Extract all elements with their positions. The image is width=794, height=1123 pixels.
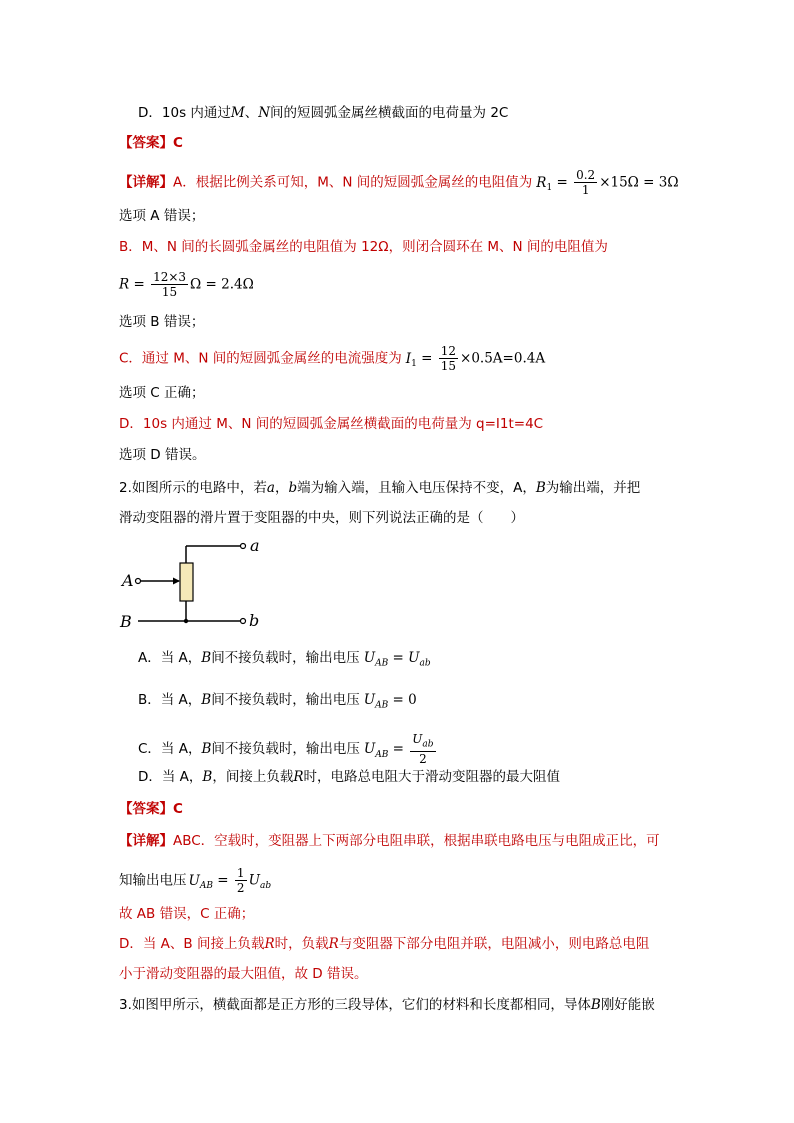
q1-result-c: 选项 C 正确； [119, 385, 205, 401]
q1-formula-b: R = $\frac{12\times 3}{15}$ Ω = 2.4Ω [119, 270, 254, 299]
slider-arrow-icon [173, 578, 180, 585]
label-A: A [122, 571, 134, 590]
q2-detail-line4: D．当 A、B 间接上负载R时，负载R与变阻器下部分电阻并联，电阻减小，则电路总电阻 [119, 936, 650, 952]
q2-option-c: C．当 A，B间不接负载时，输出电压 $U_{AB}$ = $\frac{U_{ab}}{2}$ [138, 732, 434, 767]
fraction: $\frac{12\times 3}{15}$ [153, 270, 187, 299]
fraction: $\frac{12}{15}$ [440, 344, 457, 373]
label-a: a [250, 536, 260, 555]
q2-stem-line1: 2.如图所示的电路中，若a，b端为输入端，且输入电压保持不变，A，B为输出端，并把 [119, 480, 641, 496]
label-B: B [120, 612, 132, 631]
q2-option-b: B．当 A，B间不接负载时，输出电压 $U_{AB} = 0$ [138, 692, 417, 711]
q2-stem-line2: 滑动变阻器的滑片置于变阻器的中央，则下列说法正确的是（ ） [119, 510, 524, 526]
q1-result-a: 选项 A 错误； [119, 208, 205, 224]
q2-detail-line1: 【详解】ABC．空载时，变阻器上下两部分电阻串联，根据串联电路电压与电阻成正比，可 [119, 833, 660, 849]
terminal-a [241, 544, 246, 549]
fraction: $\frac{U_{ab}}{2}$ [412, 732, 434, 767]
q2-option-a: A．当 A，B间不接负载时，输出电压 $U_{AB} = U_{ab}$ [138, 650, 431, 669]
q2-detail-line2: 知输出电压 $U_{AB}$ = $\frac{1}{2}$ $U_{ab}$ [119, 866, 272, 895]
rheostat-resistor [180, 563, 193, 601]
junction-node [184, 619, 188, 623]
q2-detail-line3: 故 AB 错误，C 正确； [119, 906, 255, 922]
q2-detail-line5: 小于滑动变阻器的最大阻值，故 D 错误。 [119, 966, 368, 982]
q1-result-b: 选项 B 错误； [119, 314, 205, 330]
fraction: $\frac{1}{2}$ [236, 866, 245, 895]
q1-result-d: 选项 D 错误。 [119, 447, 206, 463]
q2-answer: 【答案】C [119, 801, 183, 817]
terminal-b [241, 619, 246, 624]
q1-detail-a: 【详解】A．根据比例关系可知，M、N 间的短圆弧金属丝的电阻值为 $R_1$ = $\frac{0.2}{1}$ ×15Ω = 3Ω [119, 168, 679, 197]
q1-detail-b: B．M、N 间的长圆弧金属丝的电阻值为 12Ω，则闭合圆环在 M、N 间的电阻值为 [119, 239, 608, 255]
label-b: b [249, 611, 260, 630]
q2-option-d: D．当 A，B，间接上负载R时，电路总电阻大于滑动变阻器的最大阻值 [138, 769, 561, 785]
terminal-A [136, 579, 141, 584]
q1-detail-c: C．通过 M、N 间的短圆弧金属丝的电流强度为 $I_1$ = $\frac{12}{15}$ ×0.5A=0.4A [119, 344, 546, 373]
circuit-diagram [115, 533, 275, 633]
fraction: $\frac{0.2}{1}$ [576, 168, 596, 197]
q1-option-d: D．10s 内通过M、N间的短圆弧金属丝横截面的电荷量为 2C [138, 105, 509, 121]
q1-answer: 【答案】C [119, 135, 183, 151]
q1-detail-d: D．10s 内通过 M、N 间的短圆弧金属丝横截面的电荷量为 q=I1t=4C [119, 416, 544, 432]
q3-stem: 3.如图甲所示，横截面都是正方形的三段导体，它们的材料和长度都相同，导体B刚好能嵌 [119, 997, 655, 1013]
